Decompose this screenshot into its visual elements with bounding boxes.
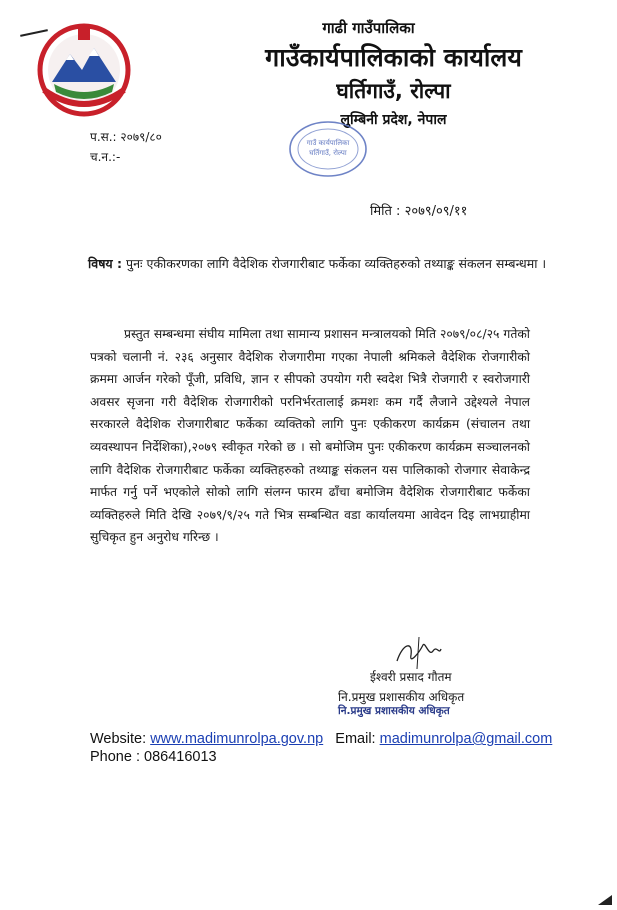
office-location: घर्तिगाउँ, रोल्पा: [336, 79, 451, 103]
footer-contact-line: [90, 731, 552, 747]
email-label: Email:: [335, 731, 376, 747]
signatory-stamp-title: नि.प्रमुख प्रशासकीय अधिकृत: [338, 705, 450, 717]
signature-icon: [393, 635, 443, 670]
letter-body: प्रस्तुत सम्बन्धमा संघीय मामिला तथा सामान्य प्रशासन मन्त्रालयको मिति २०७९/०८/२५ गतेको पत्रको चलानी नं. २३६ अनुसार वैदेशिक रोजगारीमा गएका नेपाली श्रमिकले वैदेशिक रोजगारीको क्रममा आर्जन गरेको पूँजी, प्रविधि, ज्ञान र सीपको उपयोग गरी स्वदेश भित्रै रोजगारी र स्वरोजगारी अवसर सृजना गरी वैदेशिक रोजगारीको परनिर्भरतालाई क्रमशः कम गर्दै लैजाने उद्देश्यले नेपाल सरकारले वैदेशिक रोजगारीबाट फर्केका व्यक्तिको लागि पुनः एकीकरण कार्यक्रम (संचालन तथा व्यवस्थापन निर्देशिका),२०७९ स्वीकृत गरेको छ । सो बमोजिम पुनः एकीकरण कार्यक्रम सञ्चालनको लागि वैदेशिक रोजगारीबाट फर्केका व्यक्तिहरुको तथ्याङ्क संकलन यस पालिकाको रोजगार सेवाकेन्द्र मार्फत गर्नु पर्ने भएकोले सोको लागि संलग्न फारम ढाँचा बमोजिम वैदेशिक रोजगारीबाट फर्केका व्यक्तिहरुले मिति देखि २०७९/९/२५ गते भित्र सम्बन्धित वडा कार्यालयमा आवेदन दिइ लाभग्राहीमा सुचिकृत हुन अनुरोध गरिन्छ ।: [90, 327, 530, 545]
svg-text:घर्तिगाउँ, रोल्पा: घर्तिगाउँ, रोल्पा: [309, 149, 347, 157]
email-link[interactable]: madimunrolpa@gmail.com: [379, 731, 553, 747]
website-label: Website:: [90, 731, 147, 747]
website-link[interactable]: www.madimunrolpa.gov.np: [150, 731, 324, 747]
page-corner-mark-icon: [598, 895, 612, 905]
office-title: गाउँकार्यपालिकाको कार्यालय: [265, 43, 522, 72]
subject-text: पुनः एकीकरणका लागि वैदेशिक रोजगारीबाट फर्केका व्यक्तिहरुको तथ्याङ्क संकलन सम्बन्धमा ।: [126, 256, 547, 271]
office-stamp-icon: [286, 118, 370, 180]
subject-label: विषय :: [88, 256, 123, 271]
signatory-name: ईश्वरी प्रसाद गौतम: [370, 670, 452, 684]
dispatch-number: च.न.:-: [90, 150, 121, 164]
signatory-title: नि.प्रमुख प्रशासकीय अधिकृत: [338, 690, 465, 704]
svg-text:गाउँ कार्यपालिका: गाउँ कार्यपालिका: [306, 139, 350, 147]
phone-number: 086416013: [144, 749, 217, 765]
subject-line: [88, 252, 548, 276]
footer-phone-line: [90, 749, 217, 765]
municipality-name: गाढी गाउँपालिका: [322, 19, 415, 37]
province-country: लुम्बिनी प्रदेश, नेपाल: [340, 112, 447, 128]
letter-date: मिति : २०७९/०९/११: [370, 204, 468, 219]
phone-label: Phone :: [90, 749, 140, 765]
reference-number: प.स.: २०७९/८०: [90, 130, 162, 144]
